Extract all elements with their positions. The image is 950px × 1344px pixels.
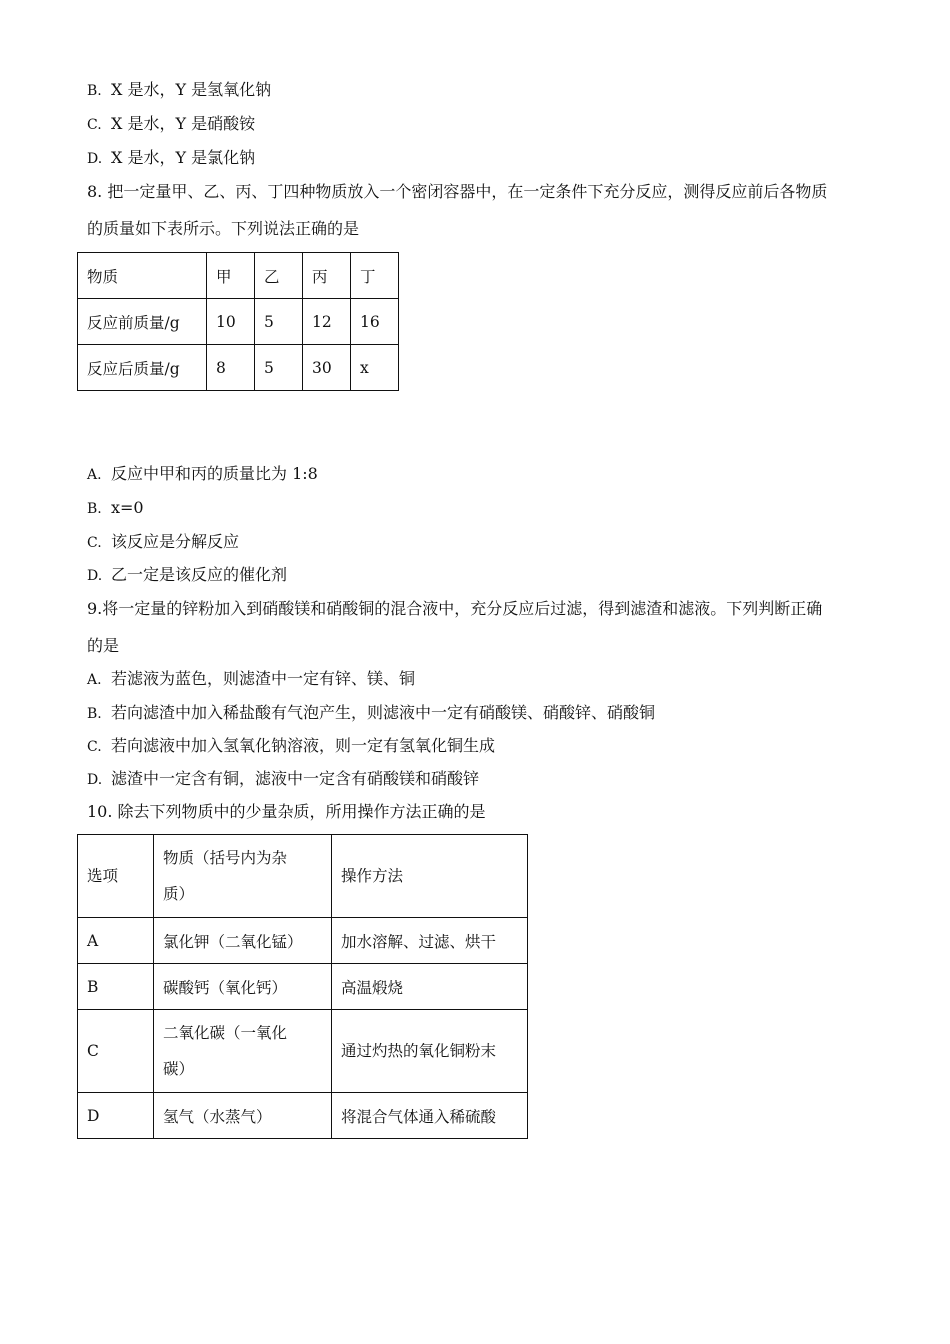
option-text: 该反应是分解反应 [111, 532, 240, 551]
table-cell [154, 1010, 332, 1093]
table-cell: A [78, 918, 154, 964]
table-cell: C [78, 1010, 154, 1093]
q9-option-c [87, 736, 495, 757]
table-row [78, 964, 528, 1010]
table-cell: 16 [351, 299, 399, 345]
table-row [78, 1093, 528, 1139]
table-cell: 12 [303, 299, 351, 345]
q9-option-d [87, 769, 479, 790]
table-cell: 氯化钾（二氧化锰） [154, 918, 332, 964]
q8-stem-line1: 8. 把一定量甲、乙、丙、丁四种物质放入一个密闭容器中，在一定条件下充分反应，测得反应前后各物质 [87, 182, 828, 201]
table-row [78, 345, 399, 391]
table-row [78, 918, 528, 964]
table-row [78, 1010, 528, 1093]
table-cell: x [351, 345, 399, 391]
table-header-row [78, 835, 528, 918]
table-cell: 高温煅烧 [332, 964, 528, 1010]
q9-option-b [87, 703, 655, 724]
q7-option-d [87, 148, 255, 169]
header-cell: 甲 [207, 253, 255, 299]
q10-purification-table [77, 834, 528, 1139]
table-cell: 8 [207, 345, 255, 391]
option-label: A. [87, 467, 102, 483]
table-row [78, 299, 399, 345]
option-label: D. [87, 772, 103, 788]
table-cell: 反应前质量/g [78, 299, 207, 345]
option-label: A. [87, 672, 102, 688]
q7-option-b [87, 80, 271, 101]
q8-stem-line2: 的质量如下表所示。下列说法正确的是 [87, 219, 360, 238]
cell-line: 碳） [163, 1060, 195, 1078]
header-cell: 操作方法 [332, 835, 528, 918]
table-cell: 加水溶解、过滤、烘干 [332, 918, 528, 964]
q10-stem: 10. 除去下列物质中的少量杂质，所用操作方法正确的是 [87, 802, 486, 821]
option-label: D. [87, 568, 103, 584]
header-cell: 乙 [255, 253, 303, 299]
header-cell: 物质 [78, 253, 207, 299]
option-text: x=0 [111, 498, 144, 517]
option-label: B. [87, 706, 102, 722]
q9-stem-line2: 的是 [87, 636, 120, 655]
q7-option-c [87, 114, 255, 135]
q8-option-c [87, 532, 239, 553]
option-label: C. [87, 739, 102, 755]
option-text: 若向滤渣中加入稀盐酸有气泡产生，则滤液中一定有硝酸镁、硝酸锌、硝酸铜 [111, 703, 656, 722]
option-label: C. [87, 117, 102, 133]
q9-stem-line1: 9.将一定量的锌粉加入到硝酸镁和硝酸铜的混合液中，充分反应后过滤，得到滤渣和滤液。下列判断正确 [87, 599, 823, 618]
option-text: X 是水，Y 是硝酸铵 [111, 114, 256, 133]
table-header-row [78, 253, 399, 299]
option-text: 乙一定是该反应的催化剂 [111, 565, 288, 584]
table-cell: 反应后质量/g [78, 345, 207, 391]
table-cell: 5 [255, 345, 303, 391]
option-label: C. [87, 535, 102, 551]
header-line: 质） [163, 885, 195, 903]
option-text: 反应中甲和丙的质量比为 1:8 [111, 464, 318, 483]
table-cell: 通过灼热的氧化铜粉末 [332, 1010, 528, 1093]
header-cell: 丙 [303, 253, 351, 299]
table-cell: B [78, 964, 154, 1010]
table-cell: 将混合气体通入稀硫酸 [332, 1093, 528, 1139]
q8-option-d [87, 565, 287, 586]
option-text: X 是水，Y 是氢氧化钠 [111, 80, 272, 99]
table-cell: 氢气（水蒸气） [154, 1093, 332, 1139]
table-cell: 30 [303, 345, 351, 391]
table-cell: 碳酸钙（氧化钙） [154, 964, 332, 1010]
option-text: 滤渣中一定含有铜，滤液中一定含有硝酸镁和硝酸锌 [111, 769, 480, 788]
header-cell [154, 835, 332, 918]
header-cell: 丁 [351, 253, 399, 299]
option-text: 若向滤液中加入氢氧化钠溶液，则一定有氢氧化铜生成 [111, 736, 496, 755]
option-text: 若滤液为蓝色，则滤渣中一定有锌、镁、铜 [111, 669, 416, 688]
option-text: X 是水，Y 是氯化钠 [111, 148, 256, 167]
option-label: B. [87, 501, 102, 517]
table-cell: D [78, 1093, 154, 1139]
q8-option-a [87, 464, 318, 485]
table-cell: 5 [255, 299, 303, 345]
q8-option-b [87, 498, 144, 519]
option-label: D. [87, 151, 103, 167]
q9-option-a [87, 669, 415, 690]
option-label: B. [87, 83, 102, 99]
header-line: 物质（括号内为杂 [163, 849, 288, 867]
header-cell: 选项 [78, 835, 154, 918]
table-cell: 10 [207, 299, 255, 345]
q8-mass-table [77, 252, 399, 391]
cell-line: 二氧化碳（一氧化 [163, 1024, 288, 1042]
